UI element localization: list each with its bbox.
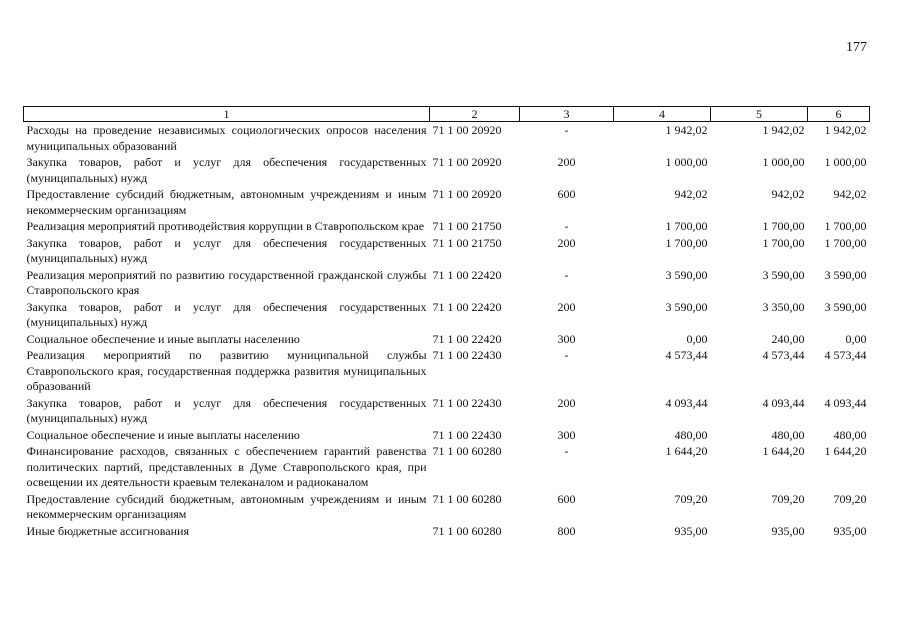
amount-col-6-cell: 1 644,20: [824, 444, 867, 458]
expense-type-code-cell: 600: [557, 491, 576, 506]
amount-col-4-cell: 3 590,00: [665, 267, 708, 282]
target-article-code-cell: 71 1 00 21750: [432, 235, 502, 250]
table-row: [24, 235, 870, 267]
expense-name-cell: Закупка товаров, работ и услуг для обеспечения государственных (муниципальных) нужд: [26, 395, 427, 425]
header-col-2: 2: [430, 107, 520, 122]
expense-name-cell: Иные бюджетные ассигнования: [26, 523, 189, 538]
expense-type-code-cell: 800: [557, 523, 576, 538]
target-article-code-cell: 71 1 00 22420: [432, 331, 502, 346]
amount-col-5-cell: 1 000,00: [762, 155, 805, 169]
amount-col-6-cell: 4 093,44: [824, 395, 867, 410]
table-row: [24, 267, 870, 299]
amount-col-4-cell: 1 700,00: [665, 219, 708, 233]
target-article-code-cell: 71 1 00 60280: [432, 444, 502, 458]
amount-col-5-cell: 935,00: [771, 523, 805, 538]
expense-name-cell: Закупка товаров, работ и услуг для обеспечения государственных (муниципальных) нужд: [26, 155, 427, 185]
table-row: [24, 154, 870, 186]
header-row: [24, 107, 870, 122]
amount-col-6-cell: 3 590,00: [824, 299, 867, 314]
table-header: [24, 107, 870, 122]
amount-col-6-cell: 1 700,00: [824, 235, 867, 250]
table-row: [24, 427, 870, 444]
amount-col-6-cell: 4 573,44: [824, 348, 867, 362]
amount-col-6-cell: 1 700,00: [824, 219, 867, 233]
amount-col-4-cell: 1 644,20: [665, 444, 708, 458]
target-article-code-cell: 71 1 00 20920: [432, 123, 502, 137]
target-article-code-cell: 71 1 00 20920: [432, 155, 502, 169]
amount-col-4-cell: 1 942,02: [665, 123, 708, 137]
expense-type-code-cell: -: [564, 444, 569, 458]
expense-name-cell: Реализация мероприятий по развитию государственной гражданской службы Ставропольского края: [26, 267, 427, 297]
target-article-code-cell: 71 1 00 22420: [432, 299, 502, 314]
table-row: [24, 395, 870, 427]
target-article-code-cell: 71 1 00 60280: [432, 491, 502, 506]
expense-name-cell: Предоставление субсидий бюджетным, автономным учреждениям и иным некоммерческим организациям: [26, 491, 427, 521]
table-row: [24, 347, 870, 395]
amount-col-5-cell: 3 590,00: [762, 267, 805, 282]
budget-table: [23, 106, 870, 539]
amount-col-5-cell: 709,20: [771, 491, 805, 506]
amount-col-5-cell: 3 350,00: [762, 299, 805, 314]
expense-name-cell: Реализация мероприятий по развитию муниципальной службы Ставропольского края, государственная поддержка развития муниципальных образований: [26, 348, 427, 393]
table-row: [24, 186, 870, 218]
header-col-4: 4: [614, 107, 711, 122]
expense-name-cell: Закупка товаров, работ и услуг для обеспечения государственных (муниципальных) нужд: [26, 299, 427, 329]
amount-col-4-cell: 4 093,44: [665, 395, 708, 410]
expense-type-code-cell: 200: [557, 155, 576, 169]
expense-type-code-cell: -: [564, 267, 569, 282]
amount-col-5-cell: 480,00: [771, 427, 805, 442]
amount-col-4-cell: 1 700,00: [665, 235, 708, 250]
header-col-1: 1: [24, 107, 430, 122]
amount-col-6-cell: 1 942,02: [824, 123, 867, 137]
amount-col-5-cell: 4 093,44: [762, 395, 805, 410]
expense-type-code-cell: 200: [557, 395, 576, 410]
amount-col-6-cell: 709,20: [833, 491, 867, 506]
expense-name-cell: Закупка товаров, работ и услуг для обеспечения государственных (муниципальных) нужд: [26, 235, 427, 265]
table-row: [24, 491, 870, 523]
target-article-code-cell: 71 1 00 20920: [432, 187, 502, 201]
target-article-code-cell: 71 1 00 21750: [432, 219, 502, 233]
expense-name-cell: Предоставление субсидий бюджетным, автономным учреждениям и иным некоммерческим организациям: [26, 187, 427, 217]
expense-name-cell: Реализация мероприятий противодействия коррупции в Ставропольском крае: [26, 219, 425, 233]
expense-type-code-cell: 200: [557, 299, 576, 314]
table-body: [24, 122, 870, 540]
table-row: [24, 331, 870, 348]
table-row: [24, 523, 870, 540]
expense-type-code-cell: 600: [557, 187, 576, 201]
amount-col-6-cell: 942,02: [833, 187, 867, 201]
expense-name-cell: Финансирование расходов, связанных с обеспечением гарантий равенства политических партий, представленных в Думе Ставропольского края, при освещении их деятельности краевым телеканалом и радиоканалом: [26, 444, 427, 489]
expense-name-cell: Расходы на проведение независимых социологических опросов населения муниципальных образований: [26, 123, 427, 153]
expense-type-code-cell: -: [564, 123, 569, 137]
target-article-code-cell: 71 1 00 60280: [432, 523, 502, 538]
amount-col-4-cell: 935,00: [674, 523, 708, 538]
header-col-5: 5: [711, 107, 808, 122]
amount-col-4-cell: 4 573,44: [665, 348, 708, 362]
expense-type-code-cell: 200: [557, 235, 576, 250]
expense-type-code-cell: 300: [557, 331, 576, 346]
table-row: [24, 299, 870, 331]
expense-type-code-cell: -: [564, 348, 569, 362]
target-article-code-cell: 71 1 00 22430: [432, 427, 502, 442]
amount-col-5-cell: 1 700,00: [762, 235, 805, 250]
table-row: [24, 122, 870, 155]
amount-col-5-cell: 240,00: [771, 331, 805, 346]
amount-col-6-cell: 480,00: [833, 427, 867, 442]
amount-col-6-cell: 1 000,00: [824, 155, 867, 169]
target-article-code-cell: 71 1 00 22420: [432, 267, 502, 282]
amount-col-5-cell: 1 942,02: [762, 123, 805, 137]
amount-col-6-cell: 935,00: [833, 523, 867, 538]
header-col-3: 3: [520, 107, 614, 122]
table-row: [24, 218, 870, 235]
expense-name-cell: Социальное обеспечение и иные выплаты населению: [26, 331, 300, 346]
target-article-code-cell: 71 1 00 22430: [432, 395, 502, 410]
amount-col-5-cell: 942,02: [771, 187, 805, 201]
amount-col-4-cell: 3 590,00: [665, 299, 708, 314]
amount-col-4-cell: 480,00: [674, 427, 708, 442]
target-article-code-cell: 71 1 00 22430: [432, 348, 502, 362]
amount-col-5-cell: 4 573,44: [762, 348, 805, 362]
amount-col-4-cell: 1 000,00: [665, 155, 708, 169]
amount-col-5-cell: 1 700,00: [762, 219, 805, 233]
amount-col-6-cell: 3 590,00: [824, 267, 867, 282]
page-number: 177: [846, 40, 867, 55]
amount-col-6-cell: 0,00: [845, 331, 867, 346]
amount-col-4-cell: 0,00: [686, 331, 708, 346]
expense-type-code-cell: -: [564, 219, 569, 233]
expense-type-code-cell: 300: [557, 427, 576, 442]
amount-col-4-cell: 709,20: [674, 491, 708, 506]
amount-col-5-cell: 1 644,20: [762, 444, 805, 458]
header-col-6: 6: [808, 107, 870, 122]
table-row: [24, 443, 870, 491]
expense-name-cell: Социальное обеспечение и иные выплаты населению: [26, 427, 300, 442]
amount-col-4-cell: 942,02: [674, 187, 708, 201]
